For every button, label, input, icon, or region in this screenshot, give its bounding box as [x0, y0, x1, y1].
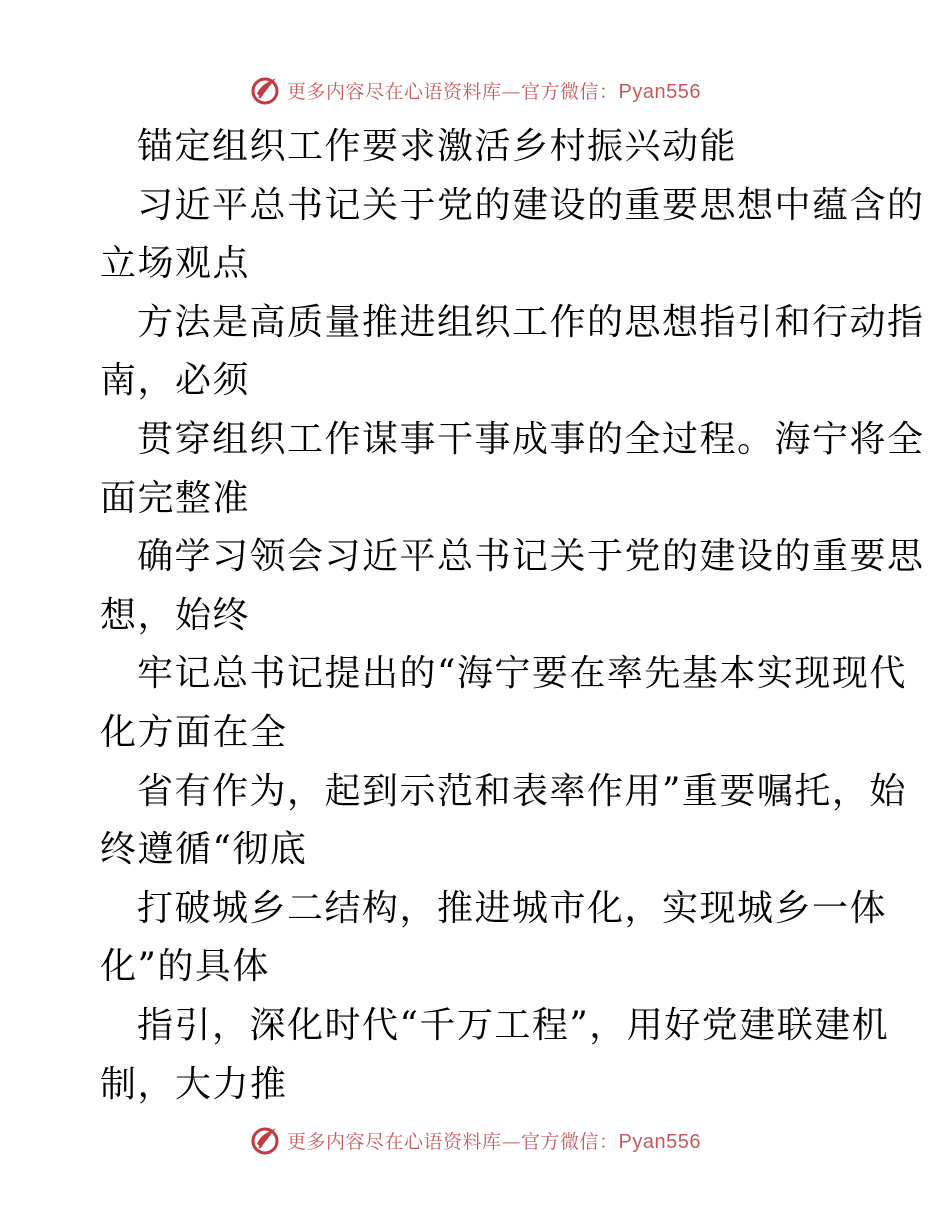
text-line: 南，必须	[100, 360, 251, 402]
watermark-text	[287, 77, 701, 104]
text-line: 终遵循“彻底	[100, 829, 308, 871]
watermark-separator: —	[501, 1130, 522, 1153]
text-line: 牢记总书记提出的“海宁要在率先基本实现现代	[137, 653, 907, 695]
watermark-brand: 更多内容尽在心语资料库	[287, 80, 502, 103]
watermark-text	[287, 1127, 701, 1154]
watermark-wechat-label: 官方微信：	[521, 1130, 619, 1153]
watermark-wechat-id: Pyan556	[618, 1130, 701, 1153]
text-line: 想，始终	[100, 594, 251, 636]
watermark-separator: —	[501, 80, 522, 103]
text-line: 化方面在全	[100, 711, 288, 753]
text-line: 化”的具体	[100, 946, 270, 988]
text-line: 习近平总书记关于党的建设的重要思想中蕴含的	[137, 184, 925, 226]
text-line: 锚定组织工作要求激活乡村振兴动能	[137, 126, 738, 167]
text-line: 贯穿组织工作谋事干事成事的全过程。海宁将全	[137, 418, 925, 460]
brand-logo-icon	[249, 74, 281, 106]
watermark-brand: 更多内容尽在心语资料库	[287, 1130, 502, 1153]
header-watermark	[0, 70, 950, 110]
text-line: 立场观点	[100, 243, 251, 285]
text-line: 制，大力推	[100, 1063, 288, 1105]
watermark-wechat-id: Pyan556	[618, 80, 701, 103]
document-body	[100, 118, 925, 1114]
text-line: 省有作为，起到示范和表率作用”重要嘱托，始	[137, 770, 907, 812]
text-line: 确学习领会习近平总书记关于党的建设的重要思	[137, 536, 925, 578]
footer-watermark	[0, 1120, 950, 1160]
text-line: 方法是高质量推进组织工作的思想指引和行动指	[137, 301, 925, 343]
text-line: 指引，深化时代“千万工程”，用好党建联建机	[137, 1004, 890, 1046]
text-line: 面完整准	[100, 477, 251, 519]
text-line: 打破城乡二结构，推进城市化，实现城乡一体	[137, 887, 888, 929]
brand-logo-icon	[249, 1124, 281, 1156]
watermark-wechat-label: 官方微信：	[521, 80, 619, 103]
